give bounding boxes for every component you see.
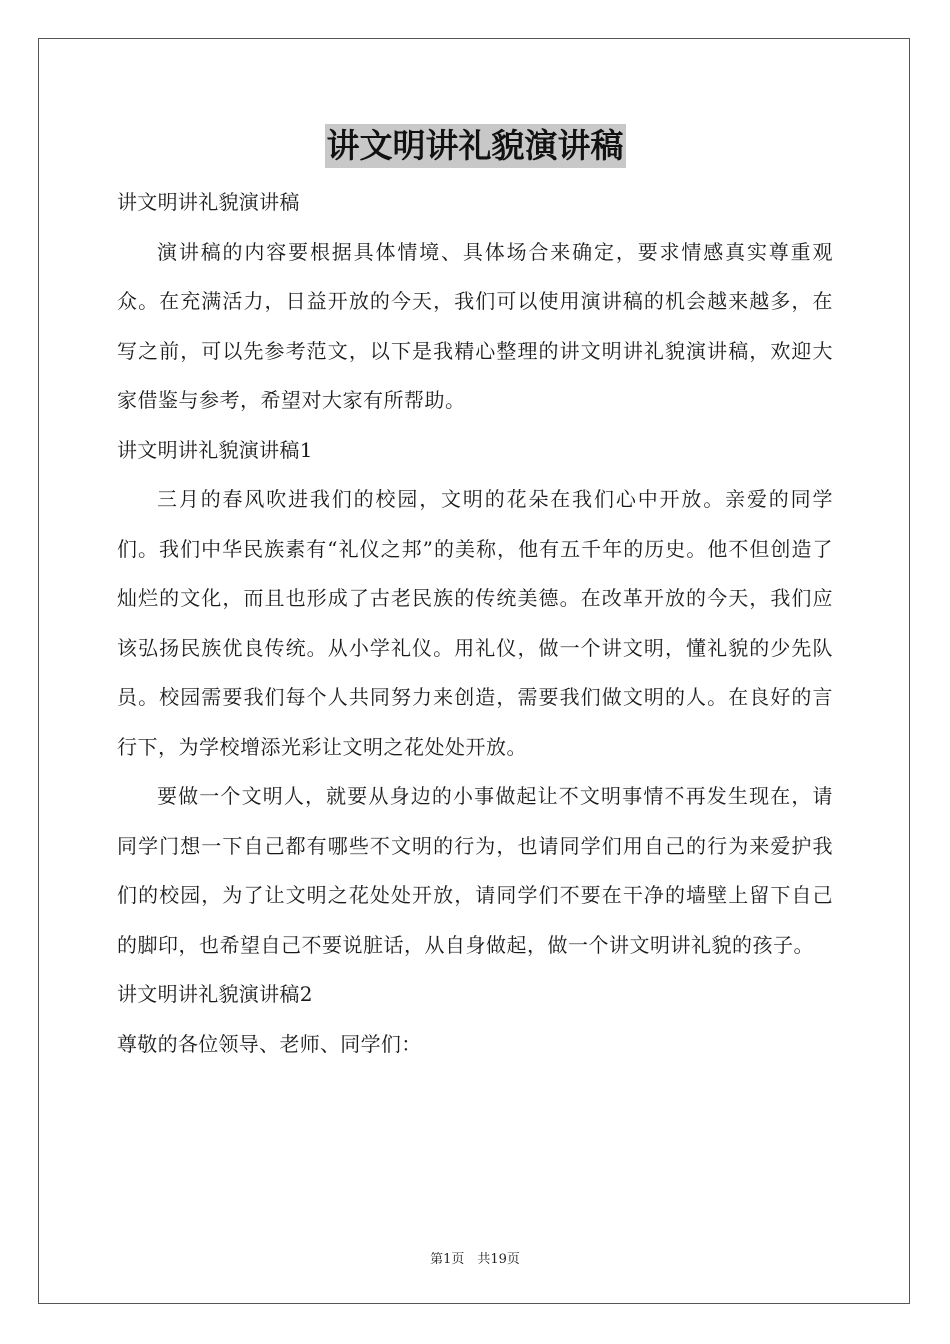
- section-heading: 讲文明讲礼貌演讲稿1: [117, 437, 313, 462]
- paragraph: 要做一个文明人，就要从身边的小事做起让不文明事情不再发生现在，请同学门想一下自己都有哪些不文明的行为，也请同学们用自己的行为来爱护我们的校园，为了让文明之花处处开放，请同学们不要在干净的墙壁上留下自己的脚印，也希望自己不要说脏话，从自身做起，做一个讲文明讲礼貌的孩子。: [117, 784, 833, 957]
- title-container: [0, 124, 950, 168]
- document-body: [117, 178, 833, 1069]
- salutation: 尊敬的各位领导、老师、同学们：: [117, 1031, 422, 1056]
- document-title: 讲文明讲礼貌演讲稿: [325, 124, 626, 168]
- paragraph: 三月的春风吹进我们的校园，文明的花朵在我们心中开放。亲爱的同学们。我们中华民族素有“礼仪之邦”的美称，他有五千年的历史。他不但创造了灿烂的文化，而且也形成了古老民族的传统美德。在改革开放的今天，我们应该弘扬民族优良传统。从小学礼仪。用礼仪，做一个讲文明，懂礼貌的少先队员。校园需要我们每个人共同努力来创造，需要我们做文明的人。在良好的言行下，为学校增添光彩让文明之花处处开放。: [117, 487, 833, 759]
- paragraph: 演讲稿的内容要根据具体情境、具体场合来确定，要求情感真实尊重观众。在充满活力，日益开放的今天，我们可以使用演讲稿的机会越来越多，在写之前，可以先参考范文，以下是我精心整理的讲文明讲礼貌演讲稿，欢迎大家借鉴与参考，希望对大家有所帮助。: [117, 239, 833, 412]
- section-heading: 讲文明讲礼貌演讲稿: [117, 190, 300, 214]
- page-number-footer: 第1页 共19页: [430, 1252, 520, 1267]
- section-heading: 讲文明讲礼貌演讲稿2: [117, 982, 313, 1006]
